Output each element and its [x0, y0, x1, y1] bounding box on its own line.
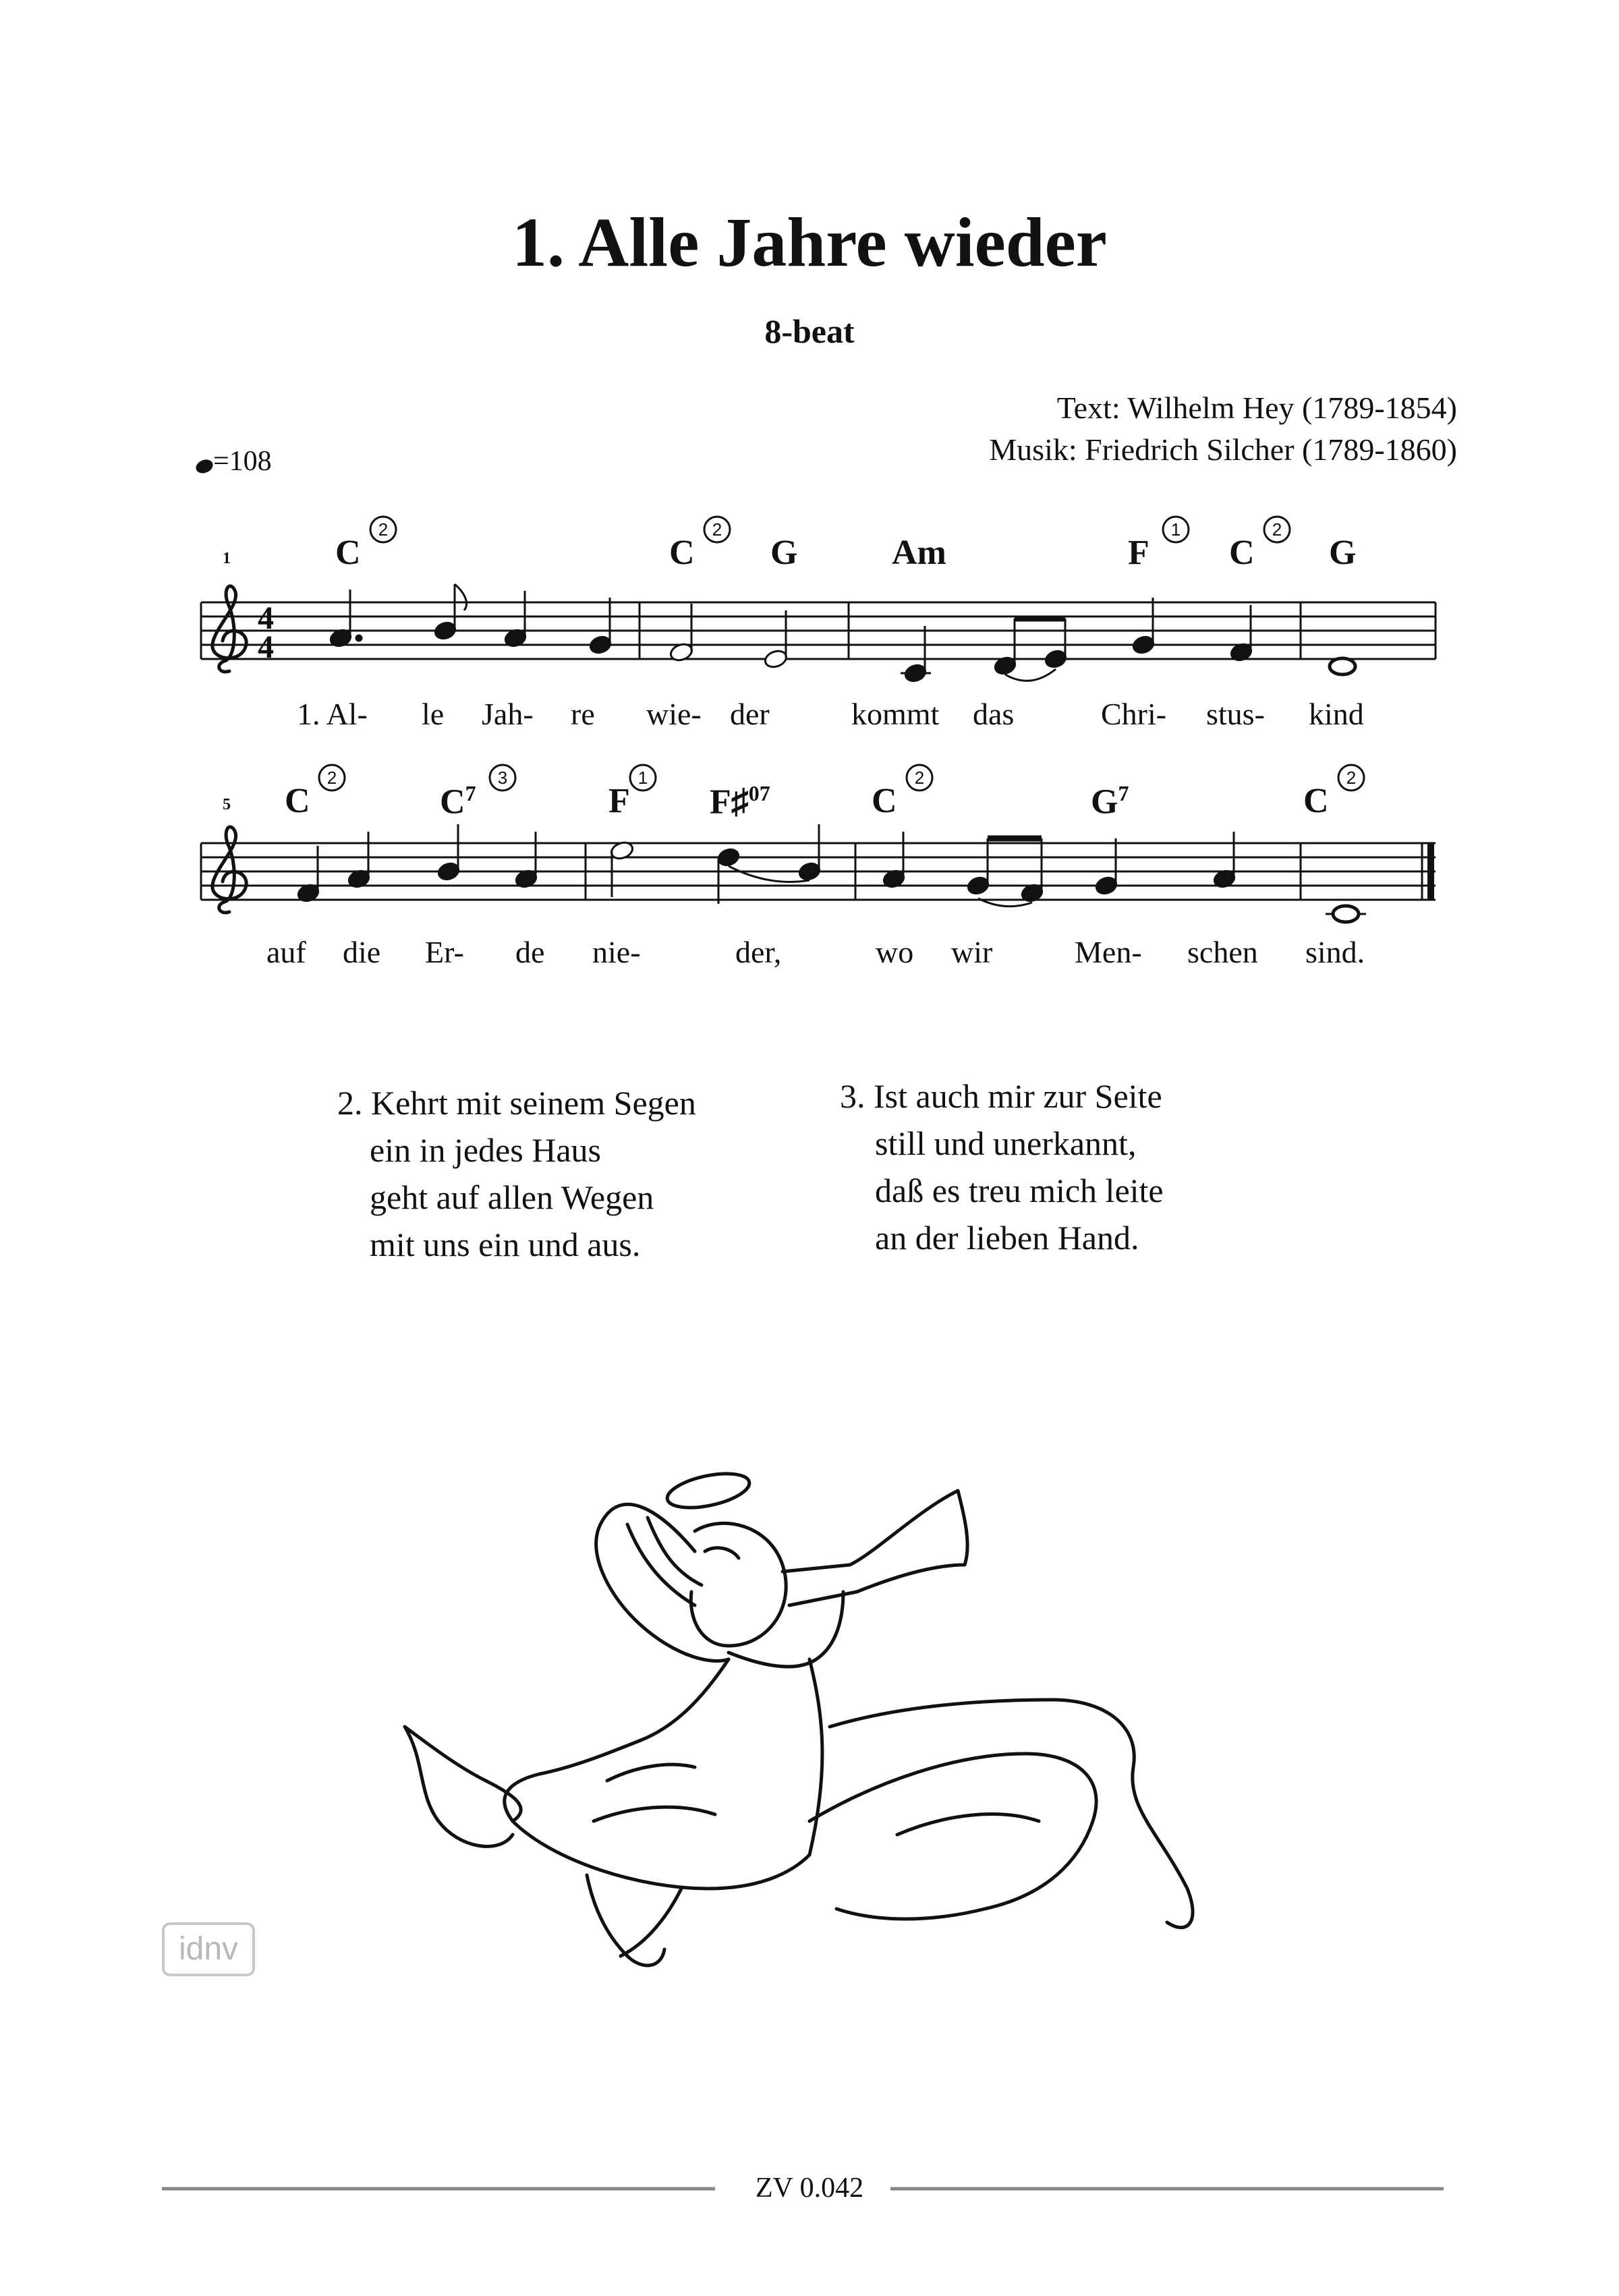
chord-circle-number: 1	[637, 768, 648, 788]
lyric-syllable: das	[973, 697, 1015, 731]
chord-circle-number: 2	[914, 768, 925, 788]
chord-symbol: F♯$^{07}$	[710, 781, 770, 822]
chord-circle-number: 2	[1346, 768, 1357, 788]
lyric-syllable: Jah-	[482, 697, 534, 731]
chord-symbol: C	[1303, 782, 1329, 820]
chord-symbol: $G^7$	[1091, 781, 1129, 822]
lyric-syllable: sind.	[1305, 935, 1365, 969]
lyric-syllable: kommt	[851, 697, 940, 731]
chord-symbol: $C^7$	[440, 781, 476, 822]
chord-circle-number: 1	[1170, 519, 1181, 540]
lyric-syllable: nie-	[592, 935, 641, 969]
song-title: 1. Alle Jahre wieder	[512, 204, 1107, 281]
tempo-value: =108	[213, 446, 272, 477]
chord-circle-number: 2	[712, 519, 722, 540]
lyric-syllable: Men-	[1075, 935, 1142, 969]
chord-symbol: C	[872, 782, 897, 820]
lyric-syllable: wo	[876, 935, 914, 969]
time-signature-numerator: 4	[258, 600, 274, 636]
lyric-syllable: kind	[1309, 697, 1364, 731]
chord-symbol: G	[1329, 534, 1357, 572]
chord-symbol: C	[285, 782, 310, 820]
lyric-syllable: 1. Al-	[297, 697, 368, 731]
lyric-syllable: schen	[1187, 935, 1258, 969]
style-label: 8-beat	[764, 312, 855, 350]
chord-symbol: C	[1229, 534, 1255, 572]
verse-line: an der lieben Hand.	[875, 1219, 1139, 1257]
verse-line: daß es treu mich leite	[875, 1172, 1164, 1209]
verse-line: still und unerkannt,	[875, 1124, 1137, 1162]
chord-symbol: F	[1128, 534, 1149, 572]
lyric-syllable: der	[730, 697, 770, 731]
chord-circle-number: 2	[326, 768, 337, 788]
chord-circle-number: 2	[1272, 519, 1282, 540]
chord-symbol: Am	[892, 534, 946, 572]
verse-2	[337, 1079, 696, 1268]
chord-symbol: G	[770, 534, 798, 572]
verse-line: ein in jedes Haus	[370, 1131, 601, 1169]
lyric-syllable: der,	[735, 935, 782, 969]
lyric-syllable: stus-	[1206, 697, 1265, 731]
verse-line: 3. Ist auch mir zur Seite	[840, 1077, 1162, 1115]
lyric-syllable: wie-	[646, 697, 702, 731]
lyric-syllable: auf	[266, 935, 306, 969]
catalog-number: ZV 0.042	[755, 2173, 864, 2204]
lyric-syllable: le	[422, 697, 445, 731]
verse-3	[840, 1072, 1164, 1261]
lyric-syllable: die	[343, 935, 381, 969]
lyric-syllable: wir	[951, 935, 993, 969]
lyric-syllable: de	[515, 935, 545, 969]
measure-number: 5	[223, 796, 231, 813]
measure-number: 1	[223, 550, 231, 567]
verse-line: mit uns ein und aus.	[370, 1226, 641, 1263]
music-credit: Musik: Friedrich Silcher (1789-1860)	[989, 432, 1457, 467]
trumpet-angel-illustration	[405, 1468, 1193, 1965]
chord-symbol: C	[669, 534, 695, 572]
text-credit: Text: Wilhelm Hey (1789-1854)	[1056, 391, 1457, 425]
chord-circle-number: 2	[378, 519, 389, 540]
lyric-syllable: Chri-	[1101, 697, 1167, 731]
verse-line: 2. Kehrt mit seinem Segen	[337, 1084, 696, 1122]
lyric-syllable: re	[571, 697, 595, 731]
chord-symbol: F	[608, 782, 630, 820]
time-signature-denominator: 4	[258, 629, 274, 665]
verse-line: geht auf allen Wegen	[370, 1178, 654, 1216]
chord-circle-number: 3	[497, 768, 508, 788]
idnv-watermark: idnv	[162, 1922, 255, 1976]
lyric-syllable: Er-	[425, 935, 464, 969]
chord-symbol: C	[335, 534, 361, 572]
